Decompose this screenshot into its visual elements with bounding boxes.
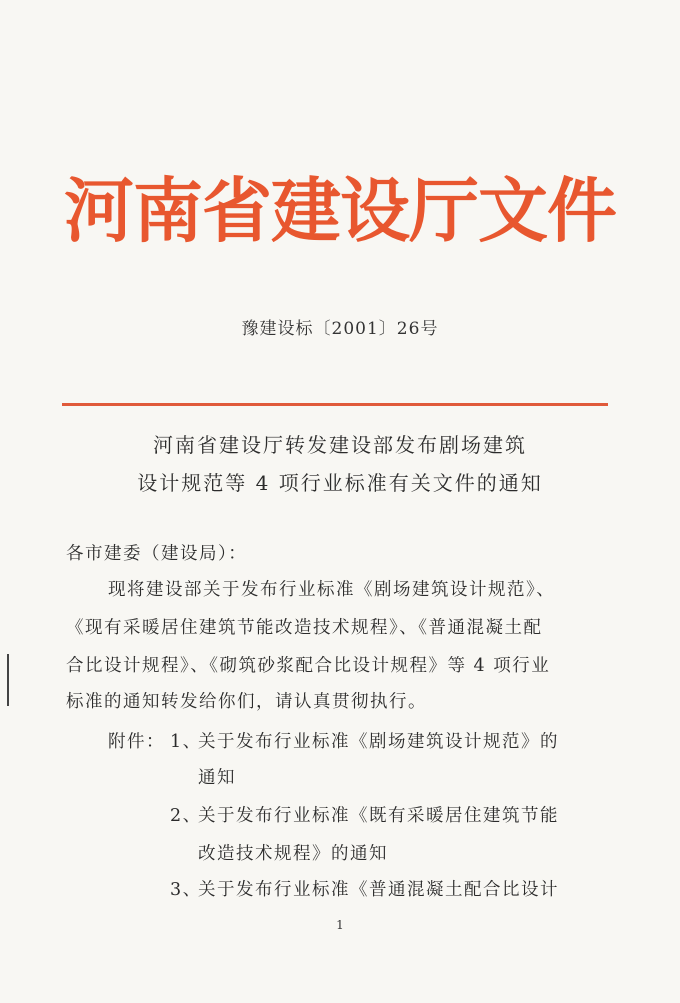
attachment-2-number: 2、 xyxy=(170,806,202,826)
attachment-3-number: 3、 xyxy=(170,880,202,900)
attachment-3-line-1: 关于发布行业标准《普通混凝土配合比设计 xyxy=(198,880,559,900)
attachment-2-line-2: 改造技术规程》的通知 xyxy=(198,844,388,864)
paragraph-line-1: 现将建设部关于发布行业标准《剧场建筑设计规范》、 xyxy=(108,580,556,600)
red-divider xyxy=(62,403,608,406)
header-title: 河南省建设厅文件 xyxy=(64,169,616,252)
paragraph-line-2: 《现有采暖居住建筑节能改造技术规程》、《普通混凝土配 xyxy=(66,618,543,638)
subject-line-2: 设计规范等 4 项行业标准有关文件的通知 xyxy=(137,471,543,495)
paragraph-line-3: 合比设计规程》、《砌筑砂浆配合比设计规程》等 4 项行业 xyxy=(66,656,551,676)
document-number: 豫建设标〔2001〕26号 xyxy=(241,319,439,339)
subject-line-1: 河南省建设厅转发建设部发布剧场建筑 xyxy=(153,433,527,457)
margin-mark xyxy=(7,654,9,706)
paragraph-line-4: 标准的通知转发给你们，请认真贯彻执行。 xyxy=(66,692,427,712)
attachment-2-line-1: 关于发布行业标准《既有采暖居住建筑节能 xyxy=(198,806,559,826)
attachment-1-line-2: 通知 xyxy=(198,768,236,788)
salutation: 各市建委（建设局）： xyxy=(66,544,248,564)
attachment-1-line-1: 关于发布行业标准《剧场建筑设计规范》的 xyxy=(198,732,559,752)
subject-title xyxy=(0,426,680,502)
attachment-1-number: 1、 xyxy=(170,732,202,752)
attachments-label: 附件： xyxy=(108,732,165,752)
page-number: 1 xyxy=(336,918,344,932)
